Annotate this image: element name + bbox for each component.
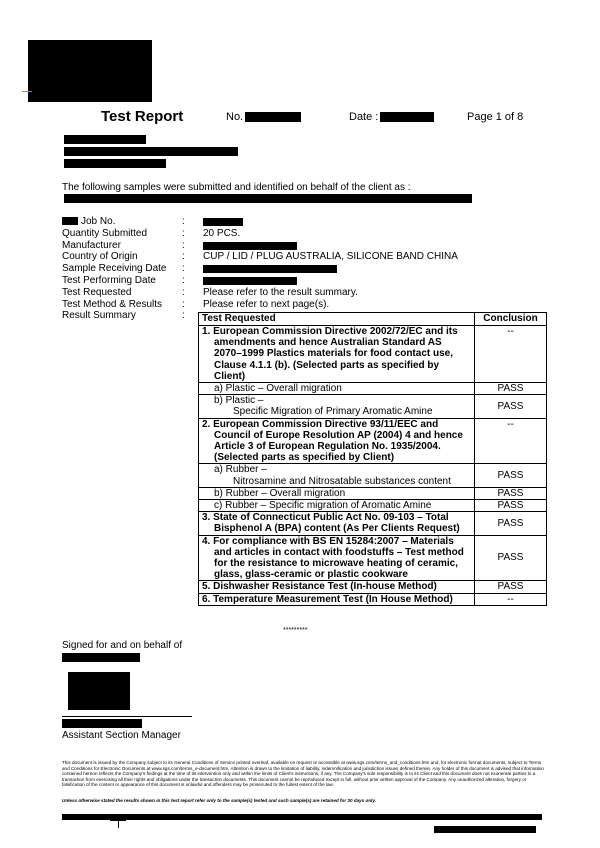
test-item [199, 464, 475, 487]
company-name-redaction [62, 653, 140, 662]
signer-name-redaction [62, 719, 142, 728]
col-test-requested: Test Requested [199, 313, 475, 326]
client-address-redaction-1 [64, 147, 238, 156]
test-text: 5. Dishwasher Resistance Test (In-house Method) [202, 581, 437, 593]
table-row [199, 512, 547, 535]
field-value: Please refer to the result summary. [203, 286, 358, 298]
test-item [199, 535, 475, 581]
job-prefix-redaction [62, 217, 78, 225]
test-text: 1. European Commission Directive 2002/72/EC and its amendments and hence Australian Standard AS 2070–1999 Plastics materials for food contact use, Clause 4.1.1 (b). (Selected parts as specified by Client) [202, 326, 458, 382]
report-title: Test Report [101, 108, 184, 125]
signature-line [62, 716, 192, 717]
test-text: a) Rubber – [214, 464, 267, 476]
test-item [199, 593, 475, 605]
field-label: Manufacturer [62, 239, 121, 251]
table-row [199, 593, 547, 605]
field-colon: : [182, 310, 185, 322]
conclusion-cell: PASS [475, 464, 547, 487]
receiving-date-redaction [203, 265, 337, 273]
conclusion-cell: PASS [475, 395, 547, 418]
field-value: CUP / LID / PLUG AUSTRALIA, SILICONE BAND CHINA [203, 251, 458, 263]
table-row [199, 581, 547, 593]
field-label: Test Method & Results [62, 298, 163, 310]
logo-accent-line [22, 91, 32, 92]
conclusion-cell: -- [475, 326, 547, 383]
field-colon: : [182, 274, 185, 286]
field-colon: : [182, 239, 185, 251]
test-item [199, 500, 475, 512]
test-item [199, 395, 475, 418]
field-label: Test Performing Date [62, 274, 156, 286]
client-name-redaction [64, 135, 146, 144]
test-item [199, 383, 475, 395]
test-item [199, 326, 475, 383]
field-colon: : [182, 216, 185, 227]
test-text: 6. Temperature Measurement Test (In House Method) [202, 593, 453, 605]
table-row [199, 500, 547, 512]
field-colon: : [182, 298, 185, 310]
footer-address-redaction [62, 814, 542, 820]
signed-on-behalf-label: Signed for and on behalf of [62, 640, 183, 651]
result-summary-table [198, 312, 547, 606]
table-header-row [199, 313, 547, 326]
test-item [199, 512, 475, 535]
field-colon: : [182, 263, 185, 275]
table-row [199, 326, 547, 383]
client-address-redaction-2 [64, 159, 166, 168]
test-text: 2. European Commission Directive 93/11/EEC and Council of Europe Resolution AP (2004) 4 and hence Article 3 of European Regulation No. 1935/2004. (Selected parts as specified by Client) [202, 418, 463, 464]
field-label: Quantity Submitted [62, 227, 148, 239]
signer-title: Assistant Section Manager [62, 730, 181, 741]
report-number-redaction [245, 112, 301, 122]
test-text: 4. For compliance with BS EN 15284:2007 – Materials and articles in contact with foodstuffs – Test method for the resistance to microwave heating of ceramic, glass, glass-ceramic or plastic cookware [202, 535, 464, 581]
field-label: Result Summary [62, 310, 136, 322]
test-item [199, 487, 475, 499]
field-label: Country of Origin [62, 251, 138, 263]
field-colon: : [182, 286, 185, 298]
conclusion-cell: PASS [475, 581, 547, 593]
job-no-redaction [203, 218, 243, 226]
conclusion-cell: PASS [475, 535, 547, 581]
footer-terms: This document is issued by the Company subject to its General Conditions of Service printed overleaf, available on request or accessible at www.sgs.com/terms_and_conditions.htm and, for electronic format documents, subject to Terms and Conditions for Electronic Documents at www.sgs.com/terms_e-document.htm. Attention is drawn to the limitation of liability, indemnification and jurisdiction issues defined therein. Any holder of this document is advised that information contained hereon reflects the Company's findings at the time of its intervention only and within the limits of Client's instructions, if any. The Company's sole responsibility is to its Client and this document does not exonerate parties to a transaction from exercising all their rights and obligations under the transaction documents. This document cannot be reproduced except in full, without prior written approval of the Company. Any unauthorized alteration, forgery or falsification of the content or appearance of this document is unlawful and offenders may be prosecuted to the fullest extent of the law. [62, 760, 544, 788]
test-text: b) Rubber – Overall migration [214, 487, 346, 499]
footer-crop-mark [118, 814, 119, 828]
signature-redaction [68, 672, 130, 710]
test-text-line2: Specific Migration of Primary Aromatic Amine [233, 406, 433, 418]
report-date-label: Date : [349, 111, 379, 123]
table-row [199, 383, 547, 395]
table-row [199, 418, 547, 464]
field-label: Sample Receiving Date [62, 263, 167, 275]
test-text: a) Plastic – Overall migration [214, 383, 342, 395]
test-item [199, 418, 475, 464]
logo-redaction [28, 40, 152, 102]
end-of-summary-mark: ********* [283, 627, 308, 634]
test-text: c) Rubber – Specific migration of Aromatic Amine [214, 500, 432, 512]
test-item [199, 581, 475, 593]
performing-date-redaction [203, 277, 297, 285]
footer-retention-note: Unless otherwise stated the results shown in this test report refer only to the sample(s) tested and such sample(s) are retained for 30 days only. [62, 798, 377, 803]
report-date-redaction [380, 112, 434, 122]
report-number-label: No. [226, 111, 244, 123]
field-colon: : [182, 251, 185, 263]
conclusion-cell: PASS [475, 512, 547, 535]
col-conclusion: Conclusion [475, 313, 547, 326]
conclusion-cell: -- [475, 418, 547, 464]
test-text: b) Plastic – [214, 395, 264, 407]
conclusion-cell: PASS [475, 487, 547, 499]
table-row [199, 395, 547, 418]
intro-text: The following samples were submitted and identified on behalf of the client as : [62, 182, 411, 193]
field-label: Test Requested [62, 286, 132, 298]
page-indicator: Page 1 of 8 [467, 111, 524, 123]
conclusion-cell: PASS [475, 383, 547, 395]
field-value: 20 PCS. [203, 227, 241, 239]
conclusion-cell: PASS [475, 500, 547, 512]
table-row [199, 487, 547, 499]
conclusion-cell: -- [475, 593, 547, 605]
field-colon: : [182, 227, 185, 239]
footer-crop-mark-h [110, 820, 126, 821]
table-row [199, 464, 547, 487]
manufacturer-redaction [203, 242, 297, 250]
test-text-line2: Nitrosamine and Nitrosatable substances content [233, 475, 451, 487]
field-label: Job No. [81, 216, 116, 227]
field-value: Please refer to next page(s). [203, 298, 330, 310]
sample-description-redaction [64, 194, 472, 203]
test-text: 3. State of Connecticut Public Act No. 09-103 – Total Bisphenol A (BPA) content (As Per Clients Request) [202, 512, 460, 535]
footer-member-redaction [434, 826, 536, 833]
table-row [199, 535, 547, 581]
